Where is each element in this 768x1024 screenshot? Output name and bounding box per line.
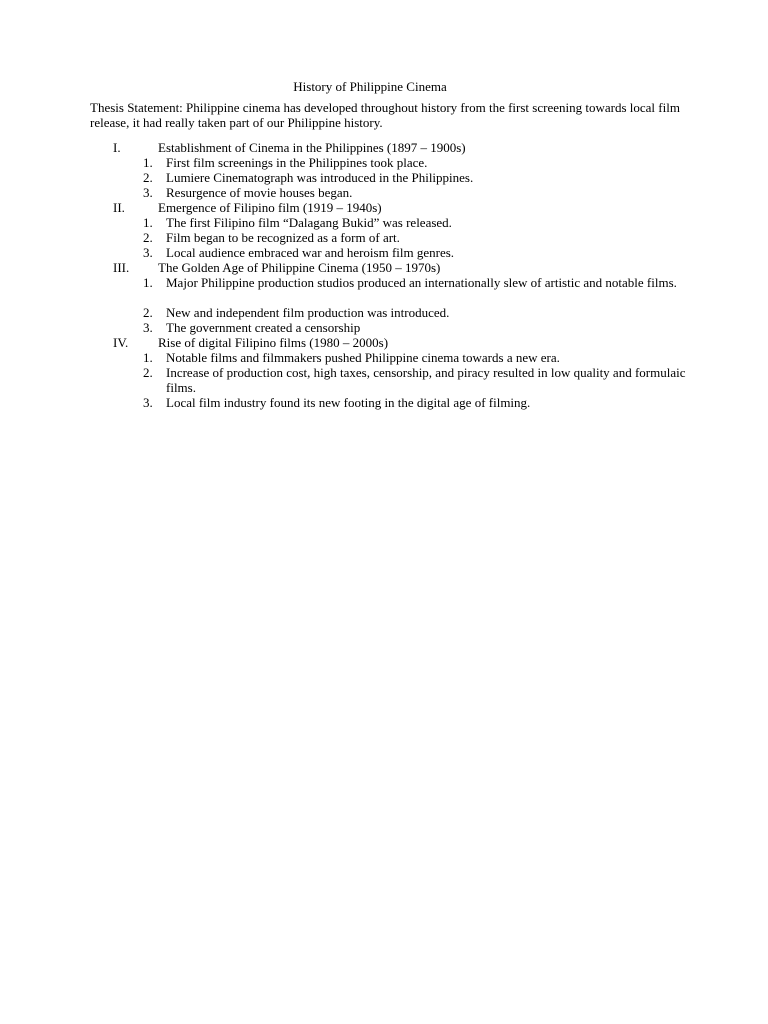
item-text: Film began to be recognized as a form of art. (166, 230, 400, 245)
section-numeral: IV. (113, 335, 129, 350)
item-text: The first Filipino film “Dalagang Bukid” was released. (166, 215, 452, 230)
item-number: 1. (143, 350, 153, 365)
item-number: 1. (143, 215, 153, 230)
section-numeral: III. (113, 260, 130, 275)
item-text: Resurgence of movie houses began. (166, 185, 353, 200)
item-number: 3. (143, 395, 153, 410)
list-item (0, 275, 768, 305)
list-item (0, 245, 768, 260)
item-number: 2. (143, 170, 153, 185)
list-item (0, 305, 768, 320)
list-item (0, 185, 768, 200)
item-number: 3. (143, 245, 153, 260)
section-label: Emergence of Filipino film (1919 – 1940s) (158, 200, 382, 215)
list-item (0, 320, 768, 335)
section-heading (0, 200, 768, 215)
list-item (0, 350, 768, 365)
item-text: Local audience embraced war and heroism film genres. (166, 245, 455, 260)
item-text: Major Philippine production studios produced an internationally slew of artistic and notable films. (166, 275, 677, 290)
item-text: Notable films and filmmakers pushed Philippine cinema towards a new era. (166, 350, 560, 365)
list-item (0, 395, 768, 410)
list-item (0, 365, 768, 395)
outline (0, 140, 768, 410)
item-number: 2. (143, 230, 153, 245)
section-label: Rise of digital Filipino films (1980 – 2000s) (158, 335, 389, 350)
list-item (0, 230, 768, 245)
item-text: Lumiere Cinematograph was introduced in the Philippines. (166, 170, 474, 185)
section-heading (0, 140, 768, 155)
item-number: 3. (143, 320, 153, 335)
section-heading (0, 335, 768, 350)
item-number: 1. (143, 155, 153, 170)
list-item (0, 170, 768, 185)
item-text: First film screenings in the Philippines took place. (166, 155, 428, 170)
item-number: 2. (143, 365, 153, 380)
item-number: 3. (143, 185, 153, 200)
document-title: History of Philippine Cinema (293, 79, 447, 94)
section-label: The Golden Age of Philippine Cinema (1950 – 1970s) (158, 260, 441, 275)
item-text: Local film industry found its new footing in the digital age of filming. (166, 395, 531, 410)
item-text: New and independent film production was introduced. (166, 305, 450, 320)
item-text: The government created a censorship (166, 320, 361, 335)
section-numeral: I. (113, 140, 121, 155)
item-number: 2. (143, 305, 153, 320)
item-number: 1. (143, 275, 153, 290)
list-item (0, 155, 768, 170)
item-text: Increase of production cost, high taxes, censorship, and piracy resulted in low quality and formulaic films. (166, 365, 686, 395)
thesis-statement: Thesis Statement: Philippine cinema has developed throughout history from the first screening towards local film release, it had really taken part of our Philippine history. (90, 100, 680, 130)
section-numeral: II. (113, 200, 125, 215)
section-heading (0, 260, 768, 275)
list-item (0, 215, 768, 230)
section-label: Establishment of Cinema in the Philippines (1897 – 1900s) (158, 140, 466, 155)
